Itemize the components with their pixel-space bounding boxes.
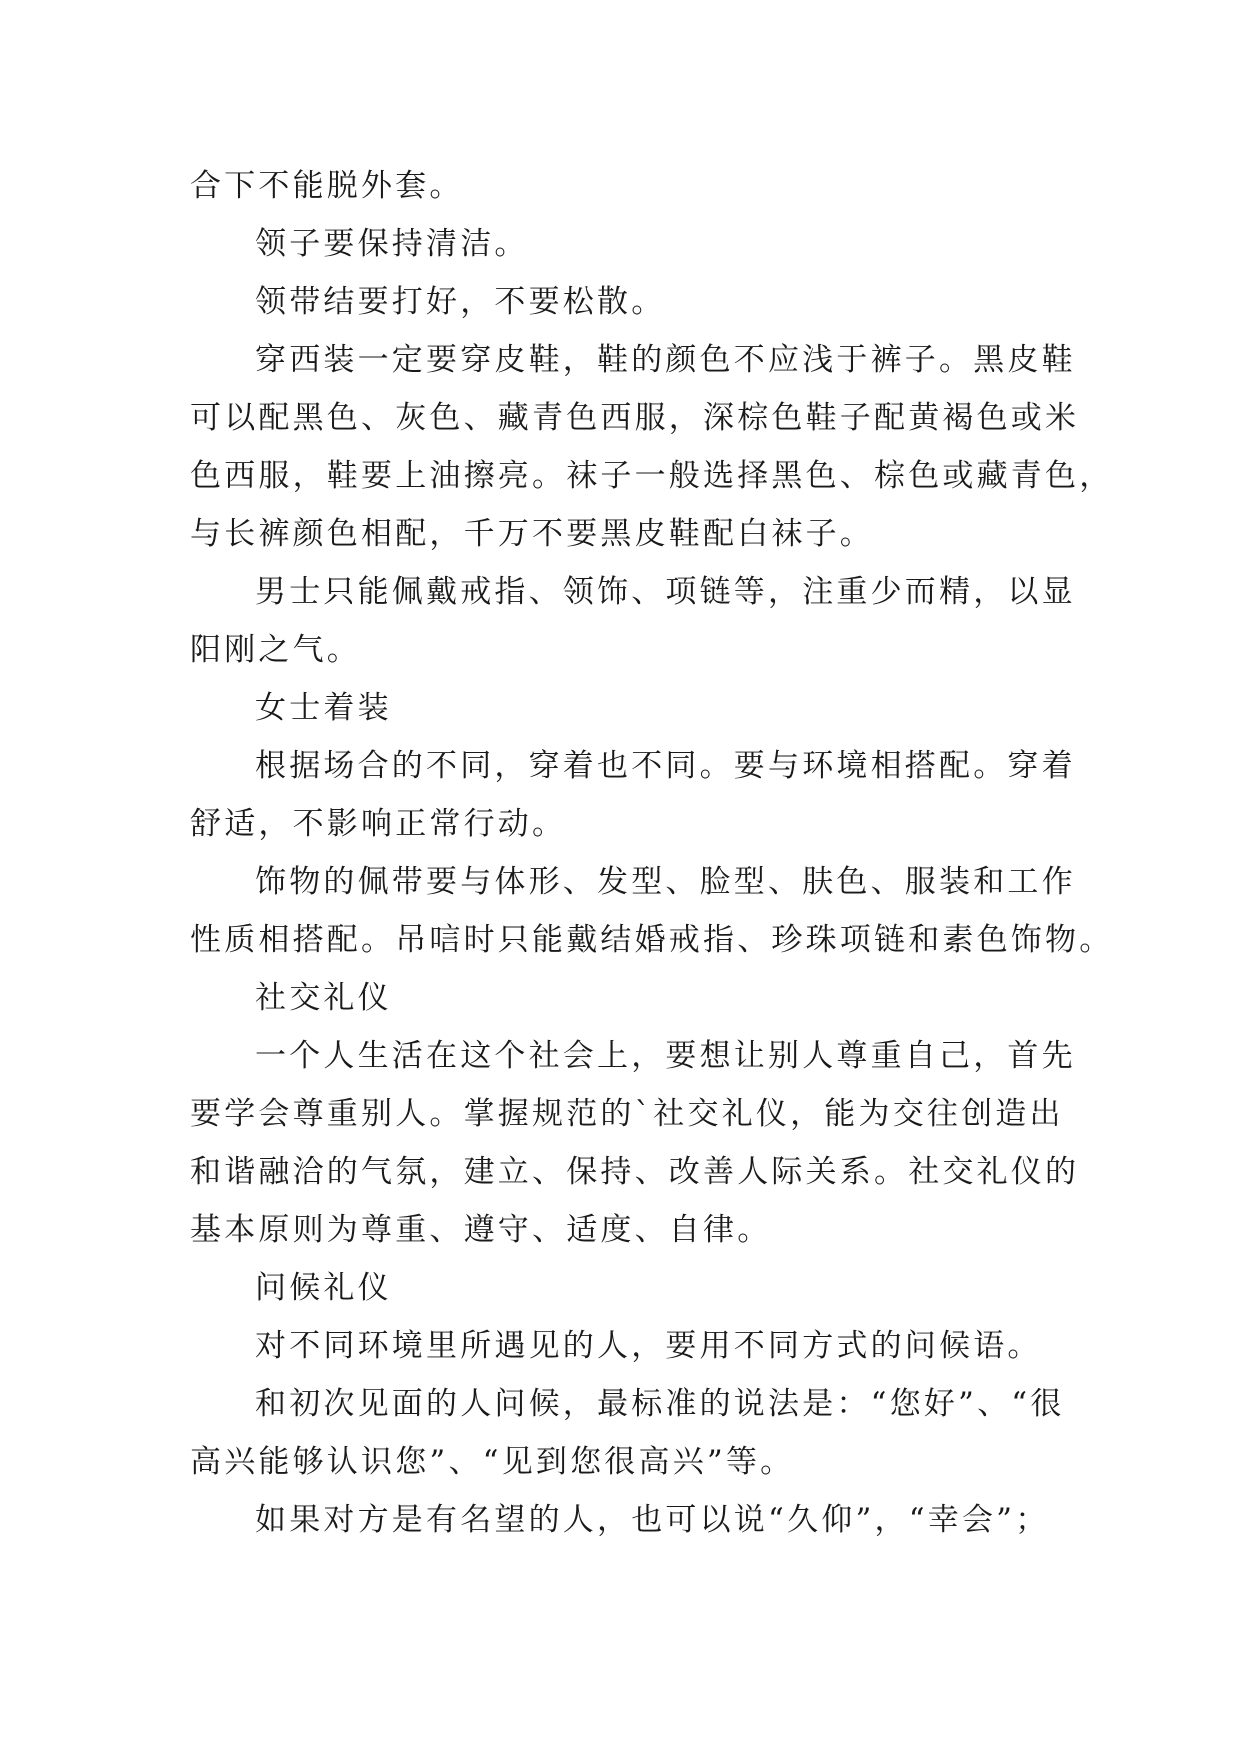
text-line: 穿西装一定要穿皮鞋，鞋的颜色不应浅于裤子。黑皮鞋 bbox=[255, 342, 1076, 378]
text-line: 一个人生活在这个社会上，要想让别人尊重自己，首先 bbox=[255, 1038, 1076, 1074]
document-page bbox=[190, 157, 1114, 1549]
text-line: 基本原则为尊重、遵守、适度、自律。 bbox=[190, 1212, 772, 1248]
text-line: 根据场合的不同，穿着也不同。要与环境相搭配。穿着 bbox=[255, 748, 1076, 784]
text-line: 领子要保持清洁。 bbox=[255, 226, 529, 262]
text-line: 和初次见面的人问候，最标准的说法是：“您好”、“很 bbox=[255, 1386, 1065, 1422]
text-line: 合下不能脱外套。 bbox=[190, 168, 464, 204]
text-line: 饰物的佩带要与体形、发型、脸型、肤色、服装和工作 bbox=[255, 864, 1076, 900]
text-line: 性质相搭配。吊唁时只能戴结婚戒指、珍珠项链和素色饰物。 bbox=[190, 922, 1114, 958]
text-line: 阳刚之气。 bbox=[190, 632, 361, 668]
text-line: 对不同环境里所遇见的人，要用不同方式的问候语。 bbox=[255, 1328, 1042, 1364]
section-heading: 女士着装 bbox=[255, 690, 392, 726]
text-line: 高兴能够认识您”、“见到您很高兴”等。 bbox=[190, 1444, 795, 1480]
text-line: 可以配黑色、灰色、藏青色西服，深棕色鞋子配黄褐色或米 bbox=[190, 400, 1080, 436]
section-heading: 问候礼仪 bbox=[255, 1270, 392, 1306]
text-line: 要学会尊重别人。掌握规范的`社交礼仪，能为交往创造出 bbox=[190, 1096, 1064, 1132]
text-line: 色西服，鞋要上油擦亮。袜子一般选择黑色、棕色或藏青色， bbox=[190, 458, 1114, 494]
text-line: 如果对方是有名望的人，也可以说“久仰”，“幸会”； bbox=[255, 1502, 1050, 1538]
text-line: 舒适，不影响正常行动。 bbox=[190, 806, 567, 842]
text-line: 与长裤颜色相配，千万不要黑皮鞋配白袜子。 bbox=[190, 516, 874, 552]
section-heading: 社交礼仪 bbox=[255, 980, 392, 1016]
text-line: 男士只能佩戴戒指、领饰、项链等，注重少而精，以显 bbox=[255, 574, 1076, 610]
text-line: 和谐融洽的气氛，建立、保持、改善人际关系。社交礼仪的 bbox=[190, 1154, 1080, 1190]
text-line: 领带结要打好，不要松散。 bbox=[255, 284, 666, 320]
